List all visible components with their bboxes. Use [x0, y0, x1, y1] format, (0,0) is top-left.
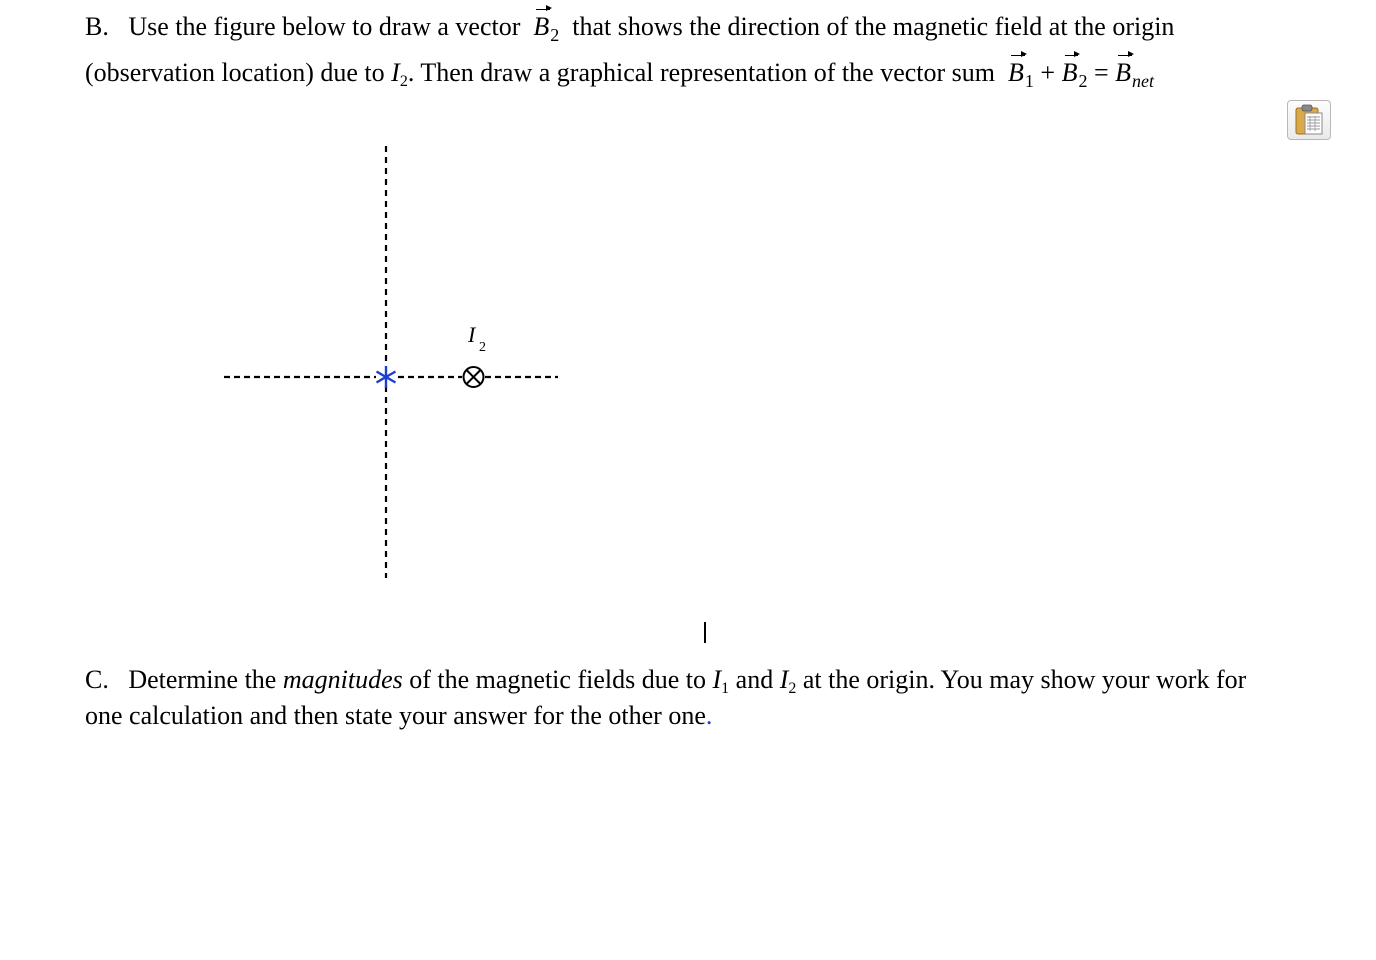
- part-c-and: and: [735, 665, 774, 694]
- part-c-text-4: one calculation and then state your answer for the other one: [85, 701, 706, 730]
- current-i2-letter-c: I: [779, 665, 789, 694]
- text-cursor: [704, 622, 706, 643]
- part-b-line-2: [85, 58, 1154, 92]
- vector-b1: B: [1008, 58, 1024, 87]
- part-c-line-1: [85, 665, 1246, 699]
- current-i1-subscript: 1: [721, 680, 730, 697]
- part-c-text-3: at the origin. You may show your work for: [802, 665, 1247, 694]
- part-c-label: C.: [85, 665, 109, 694]
- part-c-line-2: [85, 701, 712, 731]
- part-c-emphasis: magnitudes: [282, 665, 403, 694]
- current-i1-letter: I: [712, 665, 722, 694]
- part-b-text-3: (observation location) due to: [85, 58, 392, 87]
- paste-button[interactable]: [1287, 100, 1331, 140]
- origin-asterisk-icon: [377, 366, 396, 388]
- vector-b2: B: [533, 12, 550, 41]
- vector-bnet-subscript: net: [1132, 71, 1155, 91]
- part-c-text-2: of the magnetic fields due to: [409, 665, 706, 694]
- vector-bnet: B: [1115, 58, 1132, 87]
- vector-b1-subscript: 1: [1024, 71, 1034, 91]
- figure-current-label: I: [468, 322, 476, 347]
- part-b-label: B.: [85, 12, 109, 41]
- current-i2-subscript-c: 2: [788, 680, 797, 697]
- clipboard-icon: [1288, 101, 1330, 139]
- vector-b2-sum-subscript: 2: [1078, 71, 1088, 91]
- vector-b2-sum: B: [1061, 58, 1078, 87]
- wire-into-page-icon: [464, 367, 484, 387]
- wire-figure: [200, 130, 580, 590]
- equals-sign: =: [1093, 58, 1109, 87]
- part-b-line-1: [85, 12, 1174, 44]
- vector-b2-subscript: 2: [550, 25, 560, 45]
- part-b-text-2: that shows the direction of the magnetic field at the origin: [572, 12, 1175, 41]
- current-i2-subscript: 2: [399, 73, 408, 90]
- plus-sign: +: [1040, 58, 1056, 87]
- part-c-text-1: Determine the: [128, 665, 277, 694]
- current-i2-letter: I: [391, 58, 400, 87]
- part-c-period: .: [705, 701, 713, 730]
- figure-current-subscript: 2: [479, 340, 486, 355]
- part-b-text-4: . Then draw a graphical representation of the vector sum: [407, 58, 995, 87]
- part-b-text-1: Use the figure below to draw a vector: [128, 12, 521, 41]
